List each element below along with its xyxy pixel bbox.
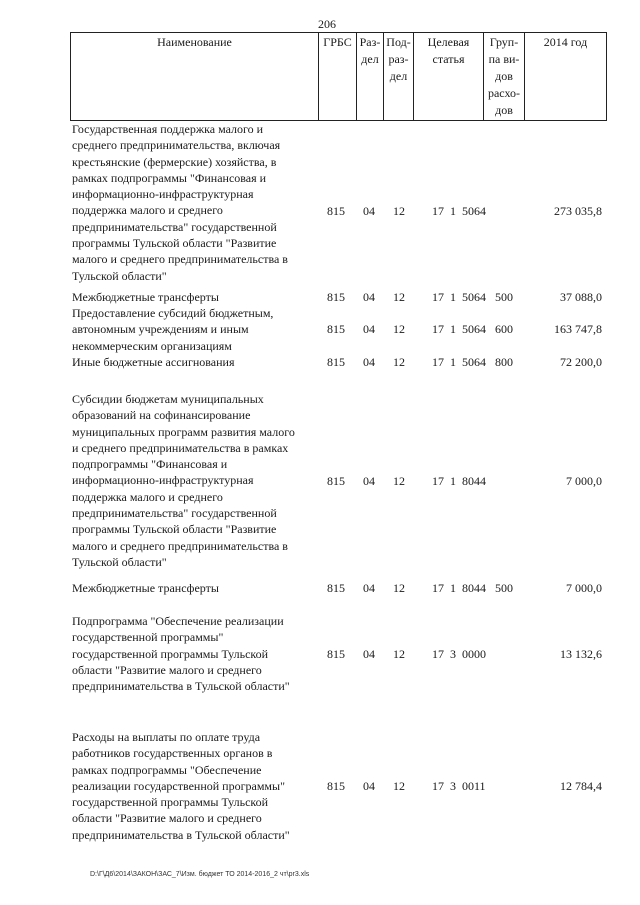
header-group-line: расхо- (487, 86, 521, 100)
row-name-line: Иные бюджетные ассигнования (72, 355, 235, 369)
row-name-line: предпринимательства в Тульской области" (72, 827, 290, 842)
row-name-line: крестьянские (фермерские) хозяйства, в (72, 154, 277, 169)
row-name (72, 580, 320, 596)
row-name-line: Государственная поддержка малого и (72, 122, 264, 136)
row-group: 600 (495, 322, 513, 337)
row-amount: 7 000,0 (566, 581, 602, 595)
table-row (0, 613, 640, 695)
table-header (70, 32, 607, 121)
row-name-line: предпринимательства в Тульской области" (72, 679, 290, 694)
row-razdel: 04 (363, 581, 375, 595)
row-name-line: государственной программы Тульской (72, 795, 269, 810)
row-podrazdel: 12 (393, 473, 405, 488)
row-name-line: Подпрограмма "Обеспечение реализации (72, 614, 284, 628)
row-podrazdel: 12 (393, 290, 405, 304)
header-celevaya-line: Целевая (427, 35, 470, 49)
row-podrazdel: 12 (393, 322, 405, 337)
row-name (72, 289, 320, 305)
row-grbs: 815 (327, 203, 345, 218)
row-name-line: среднего предпринимательства, включая (72, 138, 281, 153)
row-name-line: работников государственных органов в (72, 746, 273, 761)
row-name (72, 391, 320, 570)
header-grbs: ГРБС (319, 33, 357, 121)
row-grbs: 815 (327, 355, 345, 369)
row-name (72, 305, 320, 354)
table-row (0, 121, 640, 284)
header-group (484, 33, 525, 121)
header-group-line: па ви- (488, 52, 520, 66)
row-name-line: поддержка малого и среднего (72, 203, 223, 218)
header-podrazdel-line: Под- (386, 35, 411, 49)
row-name-line: малого и среднего предпринимательства в (72, 252, 288, 267)
header-razdel-line: дел (361, 52, 379, 66)
row-amount: 7 000,0 (566, 473, 602, 488)
row-name (72, 729, 320, 843)
row-name-line: малого и среднего предпринимательства в (72, 538, 288, 553)
row-amount: 163 747,8 (554, 322, 602, 337)
row-name (72, 121, 320, 284)
row-grbs: 815 (327, 778, 345, 793)
row-group: 800 (495, 355, 513, 369)
table-row (0, 289, 640, 305)
row-name-line: информационно-инфраструктурная (72, 473, 254, 488)
header-razdel-line: Раз- (359, 35, 381, 49)
row-name-line: рамках подпрограммы "Обеспечение (72, 762, 262, 777)
row-name-line: предпринимательства" государственной (72, 219, 277, 234)
row-podrazdel: 12 (393, 778, 405, 793)
row-name-line: муниципальных программ развития малого (72, 424, 295, 439)
row-razdel: 04 (363, 646, 375, 661)
row-group: 500 (495, 581, 513, 595)
row-razdel: 04 (363, 290, 375, 304)
row-name-line: области "Развитие малого и среднего (72, 811, 262, 826)
row-name-line: и среднего предпринимательства в рамках (72, 440, 289, 455)
row-razdel: 04 (363, 473, 375, 488)
row-celevaya: 17 1 5064 (432, 355, 486, 369)
row-celevaya: 17 1 5064 (432, 322, 486, 337)
row-amount: 72 200,0 (560, 355, 602, 369)
row-name-line: образований на софинансирование (72, 408, 251, 423)
row-name-line: подпрограммы "Финансовая и (72, 457, 228, 472)
row-name (72, 613, 320, 694)
row-name-line: Субсидии бюджетам муниципальных (72, 392, 264, 406)
row-name-line: Расходы на выплаты по оплате труда (72, 730, 261, 744)
row-grbs: 815 (327, 646, 345, 661)
row-grbs: 815 (327, 290, 345, 304)
row-amount: 37 088,0 (560, 290, 602, 304)
row-name-line: Тульской области" (72, 554, 167, 569)
row-podrazdel: 12 (393, 581, 405, 595)
row-name-line: программы Тульской области "Развитие (72, 236, 277, 251)
table-row (0, 580, 640, 596)
header-group-line: дов (495, 69, 513, 83)
row-name-line: государственной программы" (72, 630, 224, 645)
table-row (0, 729, 640, 843)
row-name-line: информационно-инфраструктурная (72, 187, 254, 202)
row-podrazdel: 12 (393, 203, 405, 218)
row-name-line: рамках подпрограммы "Финансовая и (72, 170, 267, 185)
row-amount: 273 035,8 (554, 203, 602, 218)
row-group: 500 (495, 290, 513, 304)
row-razdel: 04 (363, 778, 375, 793)
row-name-line: программы Тульской области "Развитие (72, 522, 277, 537)
row-name (72, 354, 320, 370)
row-name-line: Тульской области" (72, 268, 167, 283)
row-name-line: области "Развитие малого и среднего (72, 662, 262, 677)
row-name-line: Межбюджетные трансферты (72, 581, 219, 595)
header-celevaya-line: статья (432, 52, 465, 66)
header-celevaya (414, 33, 484, 121)
table-row (0, 354, 640, 370)
row-name-line: Предоставление субсидий бюджетным, (72, 306, 274, 320)
row-podrazdel: 12 (393, 355, 405, 369)
row-celevaya: 17 3 0011 (432, 778, 486, 793)
header-razdel (357, 33, 384, 121)
row-amount: 13 132,6 (560, 646, 602, 661)
row-grbs: 815 (327, 322, 345, 337)
row-razdel: 04 (363, 203, 375, 218)
row-razdel: 04 (363, 355, 375, 369)
header-podrazdel (384, 33, 414, 121)
row-name-line: государственной программы Тульской (72, 646, 269, 661)
file-path-footer: D:\Г\Д6\2014\ЗАКОН\ЗАС_7\Изм. бюджет ТО 2014-2016_2 чт\pr3.xls (90, 871, 310, 878)
header-group-line: Груп- (489, 35, 519, 49)
page-number: 206 (318, 17, 336, 31)
row-name-line: автономным учреждениям и иным (72, 322, 249, 337)
header-podrazdel-line: дел (389, 69, 408, 83)
header-year: 2014 год (525, 33, 607, 121)
row-name-line: предпринимательства" государственной (72, 506, 277, 521)
header-podrazdel-line: раз- (388, 52, 409, 66)
row-razdel: 04 (363, 322, 375, 337)
row-celevaya: 17 1 8044 (432, 473, 486, 488)
row-celevaya: 17 1 5064 (432, 203, 486, 218)
table-row (0, 391, 640, 570)
row-name-line: реализации государственной программы" (72, 778, 285, 793)
table-row (0, 305, 640, 354)
row-grbs: 815 (327, 581, 345, 595)
header-group-line: дов (495, 103, 513, 117)
row-name-line: поддержка малого и среднего (72, 489, 223, 504)
row-name-line: некоммерческим организациям (72, 338, 232, 353)
row-celevaya: 17 1 5064 (432, 290, 486, 304)
row-amount: 12 784,4 (560, 778, 602, 793)
row-name-line: Межбюджетные трансферты (72, 290, 219, 304)
header-name: Наименование (71, 33, 319, 121)
row-grbs: 815 (327, 473, 345, 488)
row-celevaya: 17 3 0000 (432, 646, 486, 661)
row-celevaya: 17 1 8044 (432, 581, 486, 595)
row-podrazdel: 12 (393, 646, 405, 661)
